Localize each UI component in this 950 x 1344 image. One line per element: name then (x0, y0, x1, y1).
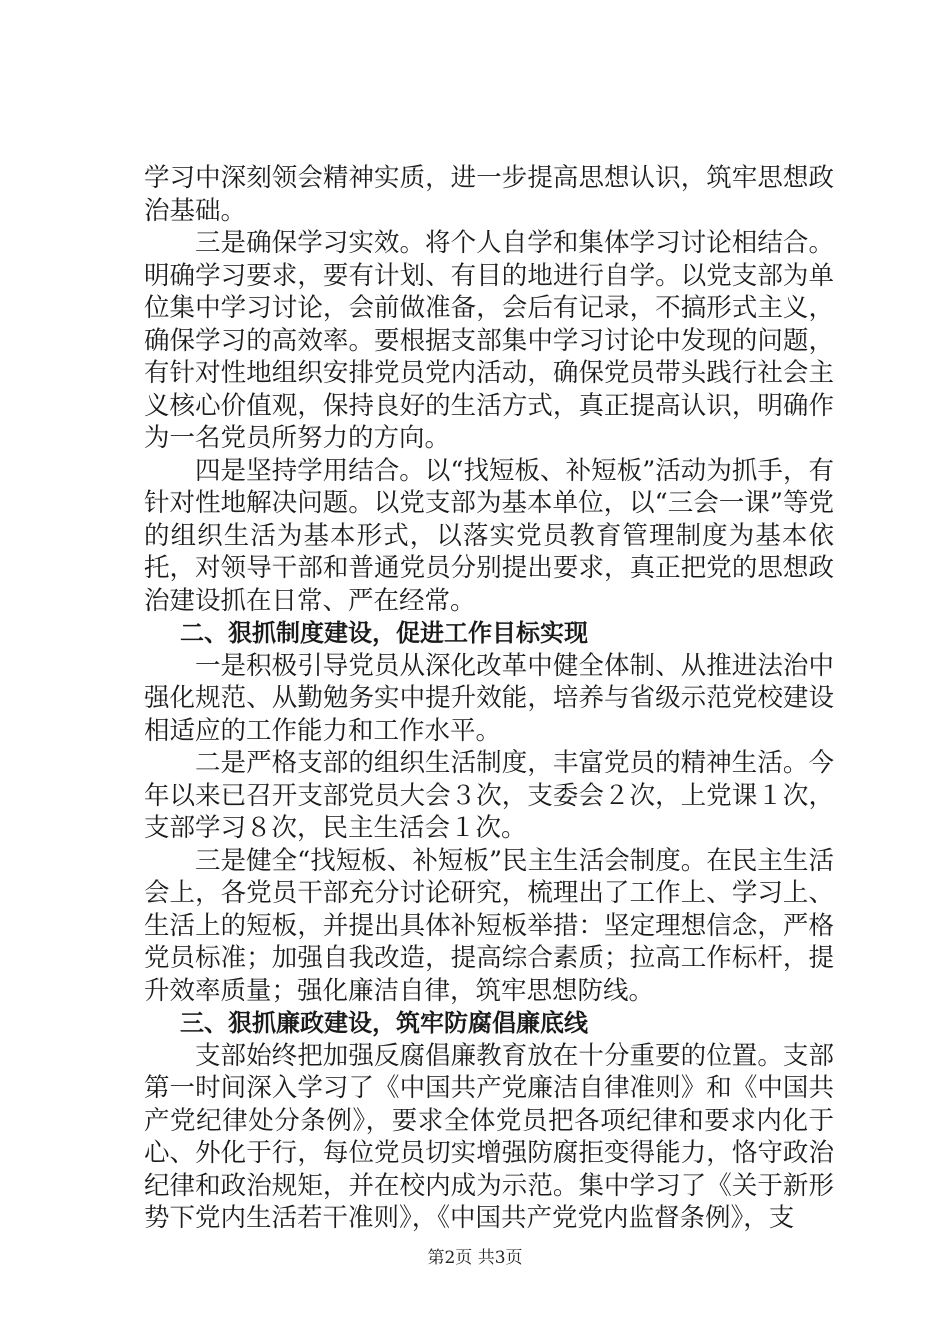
page-footer: 第2页 共3页 (427, 1248, 523, 1268)
document-body (144, 162, 834, 1235)
paragraph-2: 三是确保学习实效。将个人自学和集体学习讨论相结合。明确学习要求，要有计划、有目的地进行自学。以党支部为单位集中学习讨论，会前做准备，会后有记录，不搞形式主义，确保学习的高效率。要根据支部集中学习讨论中发现的问题，有针对性地组织安排党员党内活动，确保党员带头践行社会主义核心价值观，保持良好的生活方式，真正提高认识，明确作为一名党员所努力的方向。 (144, 228, 834, 453)
section-heading-2: 二、狠抓制度建设，促进工作目标实现 (180, 619, 588, 647)
paragraph-3: 四是坚持学用结合。以“找短板、补短板”活动为抓手，有针对性地解决问题。以党支部为基本单位，以“三会一课”等党的组织生活为基本形式，以落实党员教育管理制度为基本依托，对领导干部和普通党员分别提出要求，真正把党的思想政治建设抓在日常、严在经常。 (144, 455, 834, 616)
paragraph-6: 三是健全“找短板、补短板”民主生活会制度。在民主生活会上，各党员干部充分讨论研究，梳理出了工作上、学习上、生活上的短板，并提出具体补短板举措：坚定理想信念，严格党员标准；加强自我改造，提高综合素质；拉高工作标杆，提升效率质量；强化廉洁自律，筑牢思想防线。 (144, 845, 834, 1006)
paragraph-7: 支部始终把加强反腐倡廉教育放在十分重要的位置。支部第一时间深入学习了《中国共产党廉洁自律准则》和《中国共产党纪律处分条例》，要求全体党员把各项纪律和要求内化于心、外化于行，每位党员切实增强防腐拒变得能力，恪守政治纪律和政治规矩，并在校内成为示范。集中学习了《关于新形势下党内生活若干准则》，《中国共产党党内监督条例》，支 (144, 1040, 834, 1233)
paragraph-4: 一是积极引导党员从深化改革中健全体制、从推进法治中强化规范、从勤勉务实中提升效能，培养与省级示范党校建设相适应的工作能力和工作水平。 (144, 650, 834, 746)
section-heading-3: 三、狠抓廉政建设，筑牢防腐倡廉底线 (180, 1009, 588, 1037)
paragraph-5: 二是严格支部的组织生活制度，丰富党员的精神生活。今年以来已召开支部党员大会３次，支委会２次，上党课１次，支部学习８次，民主生活会１次。 (144, 748, 834, 843)
paragraph-1: 学习中深刻领会精神实质，进一步提高思想认识，筑牢思想政治基础。 (144, 163, 834, 226)
